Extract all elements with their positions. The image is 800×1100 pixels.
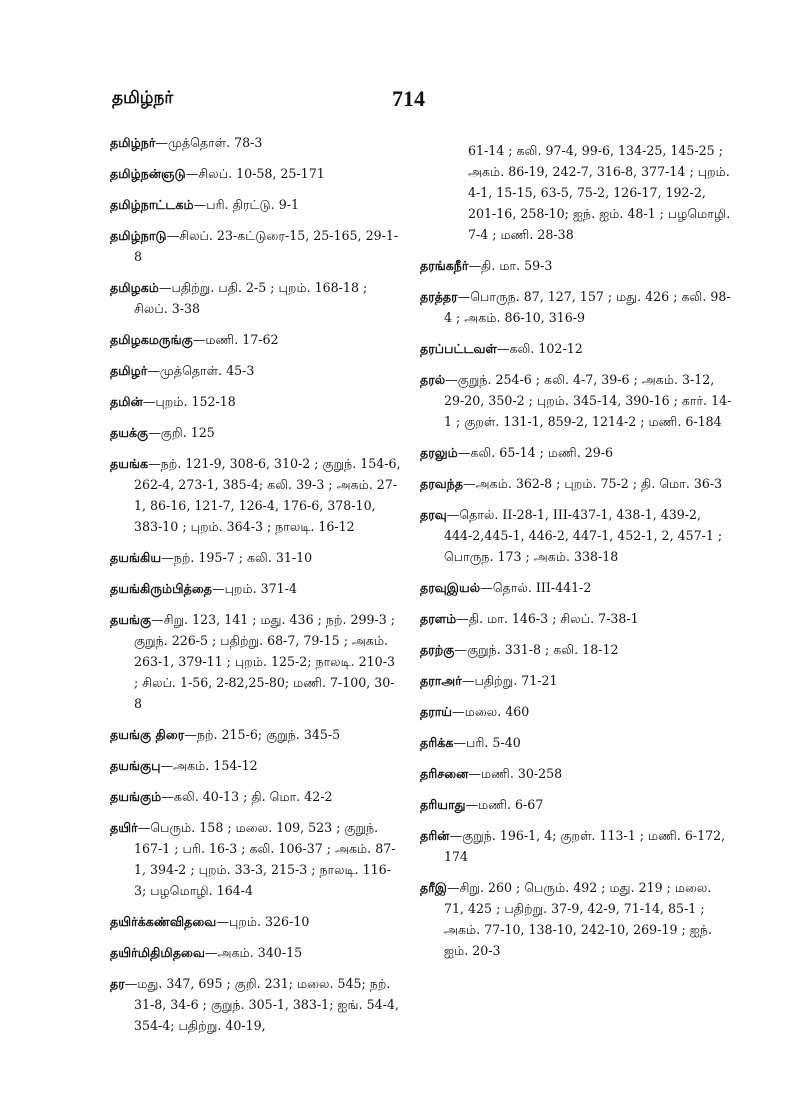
entry-dash: — <box>160 758 174 773</box>
entry-headword: தயங்கு <box>110 612 152 627</box>
entry-dash: — <box>184 727 197 742</box>
entry-references: அகம். 362-8 ; புறம். 75-2 ; தி. மொ. 36-3 <box>475 476 723 491</box>
index-entry <box>110 609 402 714</box>
index-entry <box>420 369 732 432</box>
entry-dash: — <box>142 394 156 409</box>
entry-dash: — <box>468 258 482 273</box>
entry-references: சிறு. 123, 141 ; மது. 436 ; நற். 299-3 ; குறுந். 226-5 ; பதிற்று. 68-7, 79-15 ; அகம். 263-1, 379-11 ; புறம். 125-2; நாலடி. 210-3 ; சிலப். 1-56, 2-82,25-80; மணி. 7-100, 30-8 <box>134 612 396 711</box>
entry-references: நற். 215-6; குறுந். 345-5 <box>196 727 341 742</box>
entry-dash: — <box>185 166 199 181</box>
entry-headword: தரற்கு <box>420 642 455 657</box>
entry-dash: — <box>147 363 160 378</box>
entry-references: புறம். 326-10 <box>228 914 310 929</box>
entry-references: மலை. 460 <box>464 704 530 719</box>
entry-headword: தயங்கு திரை <box>110 727 185 742</box>
entry-headword: தயங்கிய <box>110 550 162 565</box>
entry-dash: — <box>456 611 469 626</box>
running-head: தமிழ்நர் <box>112 88 174 108</box>
entry-headword: தமிழ்நாட்டகம் <box>110 197 194 212</box>
entry-headword: தமிழ்நாடு <box>110 228 167 243</box>
index-entry <box>110 786 402 807</box>
entry-dash: — <box>193 197 207 212</box>
index-entry <box>110 194 402 215</box>
entry-dash: — <box>445 372 458 387</box>
entry-dash: — <box>148 456 161 471</box>
entry-references: சிறு. 260 ; பெரும். 492 ; மது. 219 ; மலை. 71, 425 ; பதிற்று. 37-9, 42-9, 71-14, 85-1 ; அகம். 77-10, 138-10, 242-10, 269-19 ; ஐந். ஐம். 20-3 <box>444 880 712 958</box>
entry-headword: தயங்கிரும்பித்தை <box>110 581 212 596</box>
index-entry <box>420 442 732 463</box>
entry-references: தொல். II-28-1, III-437-1, 438-1, 439-2, 444-2,445-1, 446-2, 447-1, 452-1, 2, 457-1 ; பொருந. 173 ; அகம். 338-18 <box>444 507 723 564</box>
entry-dash: — <box>166 228 180 243</box>
entry-headword: தரிக்க <box>420 735 454 750</box>
index-entry <box>110 225 402 267</box>
entry-references: மணி. 17-62 <box>205 332 279 347</box>
entry-dash: — <box>161 550 174 565</box>
entry-references: பரி. 5-40 <box>465 735 521 750</box>
entry-references: நற். 121-9, 308-6, 310-2 ; குறுந். 154-6, 262-4, 273-1, 385-4; கலி. 39-3 ; அகம். 27-1, 86-16, 121-7, 126-4, 176-6, 378-10, 383-10 ; புறம். 364-3 ; நாலடி. 16-12 <box>134 456 401 534</box>
entry-references: தி. மா. 146-3 ; சிலப். 7-38-1 <box>468 611 639 626</box>
entry-headword: தரங்கநீர் <box>420 258 469 273</box>
entry-headword: தரிசனை <box>420 766 469 781</box>
index-entry <box>110 422 402 443</box>
entry-references: பரி. திரட்டு. 9-1 <box>206 197 300 212</box>
index-entry <box>110 973 402 1036</box>
entry-dash: — <box>449 828 463 843</box>
entry-dash: — <box>161 789 174 804</box>
entry-references: மணி. 30-258 <box>480 766 563 781</box>
entry-dash: — <box>148 425 161 440</box>
entry-references: குறுந். 254-6 ; கலி. 4-7, 39-6 ; அகம். 3-12, 29-20, 350-2 ; புறம். 345-14, 390-16 ; கார். 14-1 ; குறள். 131-1, 859-2, 1214-2 ; மணி. 6-184 <box>444 372 732 429</box>
entry-headword: தயக்கு <box>110 425 149 440</box>
entry-references: குறுந். 196-1, 4; குறள். 113-1 ; மணி. 6-172, 174 <box>444 828 726 864</box>
entry-headword: தமிழ்நன்ஞடு <box>110 166 186 181</box>
entry-dash: — <box>205 945 218 960</box>
index-entry <box>420 255 732 276</box>
entry-dash: — <box>463 476 476 491</box>
entry-dash: — <box>480 580 493 595</box>
entry-references: சிலப். 23-கட்டுரை-15, 25-165, 29-1-8 <box>134 228 399 264</box>
index-entry <box>420 338 732 359</box>
entry-references: தொல். III-441-2 <box>492 580 592 595</box>
index-entry <box>420 140 732 245</box>
entry-dash: — <box>457 445 471 460</box>
entry-headword: தரவந்த <box>420 476 464 491</box>
entry-headword: தரவுஇயல் <box>420 580 481 595</box>
entry-dash: — <box>457 289 471 304</box>
index-entry <box>110 578 402 599</box>
index-entry <box>420 504 732 567</box>
entry-headword: தயங்கும் <box>110 789 162 804</box>
entry-headword: தரவு <box>420 507 447 522</box>
right-column <box>420 140 732 971</box>
entry-headword: தமிழகம் <box>110 280 159 295</box>
left-column <box>110 132 402 1046</box>
entry-references: கலி. 65-14 ; மணி. 29-6 <box>470 445 614 460</box>
entry-dash: — <box>446 507 460 522</box>
index-entry <box>420 877 732 961</box>
entry-dash: — <box>155 135 168 150</box>
index-entry <box>420 701 732 722</box>
entry-headword: தயிர்மிதிமிதவை <box>110 945 205 960</box>
entry-dash: — <box>192 332 206 347</box>
entry-headword: தமிழகமருங்கு <box>110 332 193 347</box>
entry-dash: — <box>465 797 479 812</box>
entry-references: பொருந. 87, 127, 157 ; மது. 426 ; கலி. 98-4 ; அகம். 86-10, 316-9 <box>444 289 731 325</box>
entry-headword: தயங்குபு <box>110 758 161 773</box>
entry-headword: தராய் <box>420 704 453 719</box>
entry-references: மது. 347, 695 ; குறி. 231; மலை. 545; நற். 31-8, 34-6 ; குறுந். 305-1, 383-1; ஐங். 54-4, 354-4; பதிற்று. 40-19, <box>134 976 399 1033</box>
entry-references: குறுந். 331-8 ; கலி. 18-12 <box>467 642 619 657</box>
index-entry <box>110 391 402 412</box>
entry-headword: தரியாது <box>420 797 466 812</box>
entry-references: முத்தொள். 45-3 <box>159 363 255 378</box>
entry-references: குறி. 125 <box>160 425 215 440</box>
index-entry <box>110 360 402 381</box>
entry-dash: — <box>446 880 460 895</box>
index-entry <box>110 453 402 537</box>
index-entry <box>110 911 402 932</box>
entry-references: பதிற்று. பதி. 2-5 ; புறம். 168-18 ; சிலப். 3-38 <box>134 280 368 316</box>
entry-dash: — <box>216 914 229 929</box>
entry-headword: தர <box>110 976 125 991</box>
index-entry <box>420 732 732 753</box>
entry-headword: தரலும் <box>420 445 458 460</box>
entry-references: புறம். 152-18 <box>155 394 236 409</box>
entry-references: பதிற்று. 71-21 <box>474 673 558 688</box>
entry-references: பெரும். 158 ; மலை. 109, 523 ; குறுந். 167-1 ; பரி. 16-3 ; கலி. 106-37 ; அகம். 87-1, 394-2 ; புறம். 33-3, 215-3 ; நாலடி. 116-3; பழமொழி. 164-4 <box>134 820 396 898</box>
entry-headword: தரல் <box>420 372 446 387</box>
entry-references: முத்தொள். 78-3 <box>168 135 263 150</box>
entry-references: அகம். 340-15 <box>217 945 303 960</box>
index-entry <box>420 639 732 660</box>
entry-dash: — <box>137 820 151 835</box>
entry-references: புறம். 371-4 <box>224 581 297 596</box>
index-entry <box>420 577 732 598</box>
index-entry <box>420 608 732 629</box>
index-entry <box>110 277 402 319</box>
index-entry <box>420 794 732 815</box>
entry-references: கலி. 102-12 <box>509 341 583 356</box>
entry-headword: தரப்பட்டவள் <box>420 341 497 356</box>
index-entry <box>110 547 402 568</box>
entry-headword: தரத்தர <box>420 289 458 304</box>
index-entry <box>420 670 732 691</box>
entry-dash: — <box>496 341 510 356</box>
entry-headword: தராஅர் <box>420 673 462 688</box>
index-entry <box>110 755 402 776</box>
entry-dash: — <box>158 280 172 295</box>
index-entry <box>110 817 402 901</box>
index-entry <box>420 825 732 867</box>
entry-dash: — <box>452 704 465 719</box>
entry-headword: தரளம் <box>420 611 457 626</box>
entry-headword: தமிழ்நர் <box>110 135 156 150</box>
index-entry <box>110 329 402 350</box>
index-entry <box>420 763 732 784</box>
index-entry <box>110 163 402 184</box>
index-entry <box>110 724 402 745</box>
entry-dash: — <box>453 735 466 750</box>
entry-references: 61-14 ; கலி. 97-4, 99-6, 134-25, 145-25 ; அகம். 86-19, 242-7, 316-8, 377-14 ; புறம். 4-1, 15-15, 63-5, 75-2, 126-17, 192-2, 201-16, 258-10; ஐந். ஐம். 48-1 ; பழமொழி. 7-4 ; மணி. 28-38 <box>468 143 731 242</box>
entry-references: சிலப். 10-58, 25-171 <box>198 166 325 181</box>
entry-dash: — <box>124 976 138 991</box>
entry-dash: — <box>151 612 164 627</box>
entry-dash: — <box>211 581 225 596</box>
entry-headword: தயங்க <box>110 456 149 471</box>
entry-headword: தமின் <box>110 394 143 409</box>
entry-references: அகம். 154-12 <box>173 758 258 773</box>
index-entry <box>110 132 402 153</box>
entry-headword: தமிழர் <box>110 363 148 378</box>
entry-references: நற். 195-7 ; கலி. 31-10 <box>173 550 313 565</box>
entry-headword: தரீஇ <box>420 880 447 895</box>
entry-references: கலி. 40-13 ; தி. மொ. 42-2 <box>173 789 333 804</box>
entry-dash: — <box>454 642 467 657</box>
index-entry <box>110 942 402 963</box>
entry-references: மணி. 6-67 <box>478 797 544 812</box>
page-number: 714 <box>392 86 425 111</box>
entry-headword: தயிர் <box>110 820 138 835</box>
index-entry <box>420 473 732 494</box>
entry-headword: தயிர்க்கண்விதவை <box>110 914 217 929</box>
index-entry <box>420 286 732 328</box>
entry-references: தி. மா. 59-3 <box>481 258 553 273</box>
entry-dash: — <box>461 673 475 688</box>
entry-headword: தரின் <box>420 828 450 843</box>
entry-dash: — <box>468 766 481 781</box>
